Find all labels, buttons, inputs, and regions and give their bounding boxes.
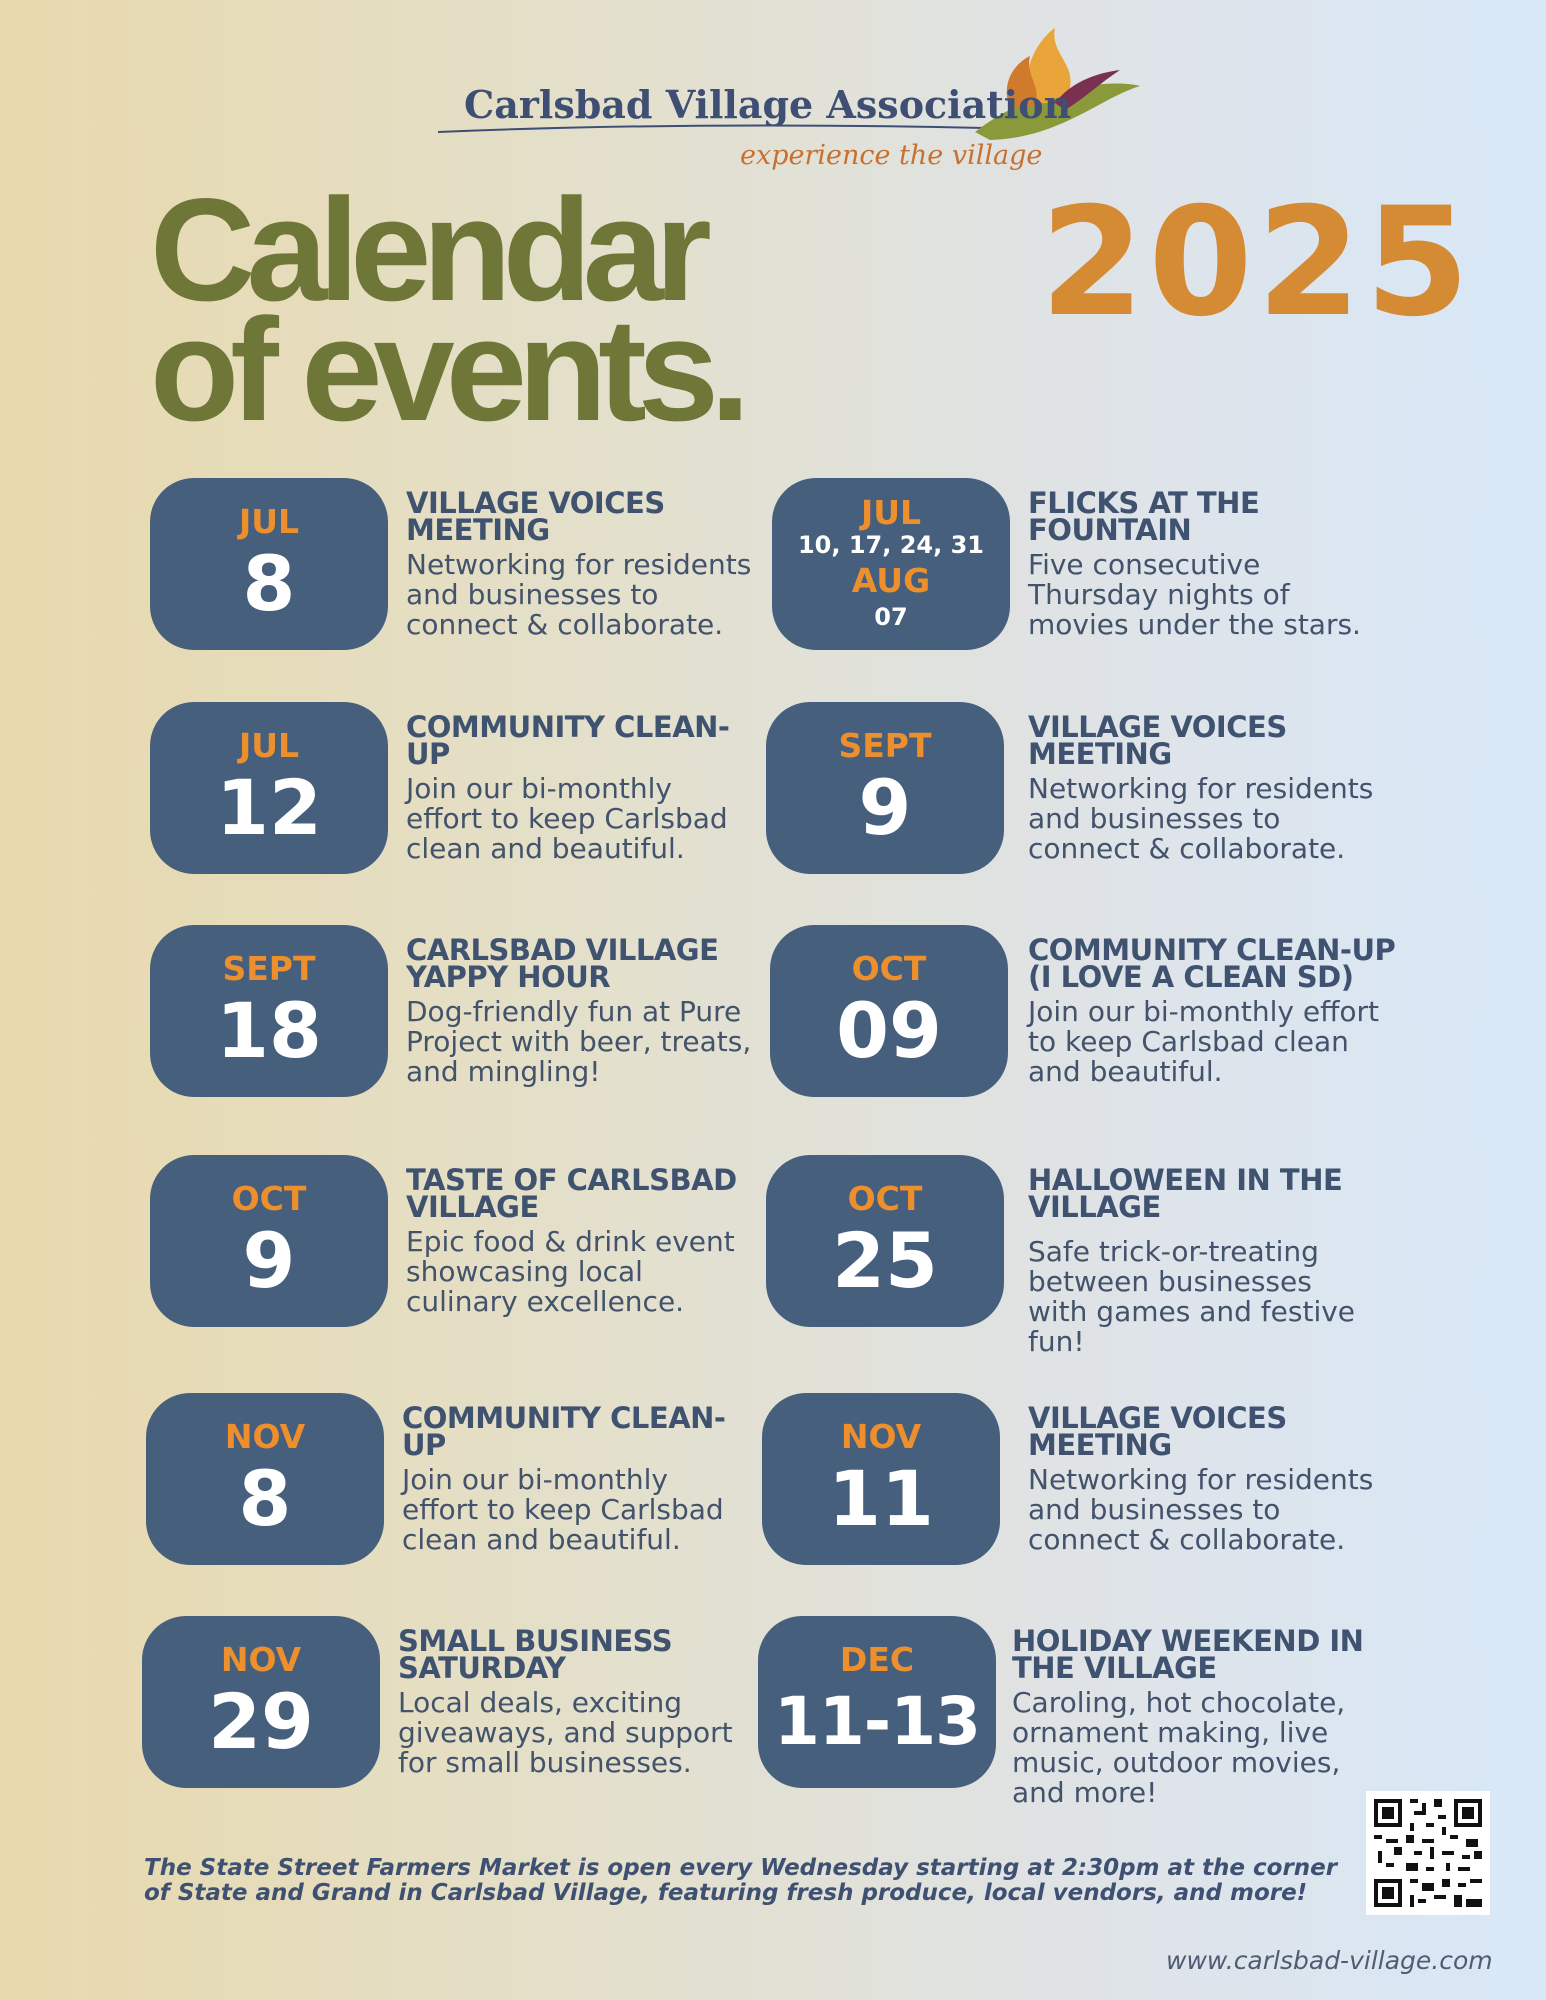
title-line-1: Calendar xyxy=(150,168,703,331)
event-month: NOV xyxy=(840,1417,922,1456)
event-month: NOV xyxy=(220,1640,302,1679)
event-title: HALLOWEEN IN THE VILLAGE xyxy=(1028,1163,1343,1224)
date-box xyxy=(142,1616,380,1788)
event-day: 11-13 xyxy=(773,1683,981,1760)
event-month: OCT xyxy=(851,949,927,988)
event-title: VILLAGE VOICES MEETING xyxy=(1028,1401,1287,1462)
event-info xyxy=(402,1401,752,1556)
event-title: FLICKS AT THE FOUNTAIN xyxy=(1028,486,1260,547)
farmers-market-note: The State Street Farmers Market is open every Wednesday starting at 2:30pm at the corner of State and Grand in Carlsbad Village, featuring fresh produce, local vendors, and more! xyxy=(144,1855,1338,1906)
event-description: Join our bi-monthly effort to keep Carlsbad clean and beautiful. xyxy=(402,1463,724,1556)
date-box xyxy=(762,1393,1000,1565)
event-day: 11 xyxy=(828,1454,934,1543)
event-info xyxy=(1028,710,1378,865)
event-day: 9 xyxy=(858,763,912,852)
event-month: JUL xyxy=(238,726,300,765)
event-month: JUL xyxy=(238,502,300,541)
logo xyxy=(430,28,1150,178)
event-month: OCT xyxy=(847,1179,923,1218)
event-info xyxy=(1028,486,1378,641)
event-day: 9 xyxy=(242,1216,296,1305)
event-day: 8 xyxy=(238,1454,292,1543)
event-month: SEPT xyxy=(838,726,932,765)
date-box xyxy=(150,478,388,650)
org-name: Carlsbad Village Association xyxy=(464,82,1072,127)
event-day: 8 xyxy=(242,539,296,628)
title-line-2: of events. xyxy=(150,288,742,451)
event-month: OCT xyxy=(231,1179,307,1218)
tagline: experience the village xyxy=(740,140,1043,171)
event-description: Caroling, hot chocolate, ornament making, live music, outdoor movies, and more! xyxy=(1012,1686,1346,1809)
date-box xyxy=(150,702,388,874)
event-description: Join our bi-monthly effort to keep Carlsbad clean and beautiful. xyxy=(1028,995,1380,1088)
event-month: SEPT xyxy=(222,949,316,988)
date-box xyxy=(770,925,1008,1097)
date-box xyxy=(758,1616,996,1788)
event-description: Join our bi-monthly effort to keep Carlsbad clean and beautiful. xyxy=(406,772,728,865)
event-description: Five consecutive Thursday nights of movies under the stars. xyxy=(1028,548,1361,641)
event-info xyxy=(406,486,756,641)
event-description: Networking for residents and businesses to connect & collaborate. xyxy=(406,548,752,641)
event-month-2: AUG xyxy=(851,561,931,600)
event-title: HOLIDAY WEEKEND IN THE VILLAGE xyxy=(1012,1624,1364,1685)
event-title: SMALL BUSINESS SATURDAY xyxy=(398,1624,673,1685)
event-title: VILLAGE VOICES MEETING xyxy=(406,486,665,547)
event-day: 29 xyxy=(208,1677,314,1766)
date-box xyxy=(150,1155,388,1327)
event-month: DEC xyxy=(839,1640,915,1679)
event-description: Epic food & drink event showcasing local culinary excellence. xyxy=(406,1225,735,1318)
event-title: CARLSBAD VILLAGE YAPPY HOUR xyxy=(406,933,719,994)
event-info xyxy=(406,710,756,865)
event-days: 10, 17, 24, 31 xyxy=(797,531,984,559)
event-description: Networking for residents and businesses to connect & collaborate. xyxy=(1028,772,1374,865)
event-description: Dog-friendly fun at Pure Project with beer, treats, and mingling! xyxy=(406,995,752,1088)
qr-code-icon[interactable] xyxy=(1366,1791,1490,1915)
date-box xyxy=(766,702,1004,874)
date-box xyxy=(150,925,388,1097)
event-title: COMMUNITY CLEAN-UP xyxy=(402,1401,726,1462)
event-day: 25 xyxy=(832,1216,938,1305)
event-info xyxy=(1012,1624,1382,1809)
event-month: JUL xyxy=(860,493,922,532)
event-info xyxy=(406,933,756,1088)
event-description: Safe trick-or-treating between businesses with games and festive fun! xyxy=(1028,1235,1356,1358)
event-info xyxy=(1028,933,1398,1088)
event-title: COMMUNITY CLEAN-UP (I LOVE A CLEAN SD) xyxy=(1028,933,1396,994)
date-box xyxy=(772,478,1010,650)
event-info xyxy=(1028,1163,1378,1358)
event-day: 09 xyxy=(836,986,942,1075)
event-title: COMMUNITY CLEAN-UP xyxy=(406,710,730,771)
event-title: TASTE OF CARLSBAD VILLAGE xyxy=(406,1163,737,1224)
event-day: 12 xyxy=(216,763,322,852)
website-link[interactable]: www.carlsbad-village.com xyxy=(1166,1946,1493,1975)
event-title: VILLAGE VOICES MEETING xyxy=(1028,710,1287,771)
year: 2025 xyxy=(1040,176,1474,350)
event-info xyxy=(398,1624,748,1779)
event-description: Local deals, exciting giveaways, and support for small businesses. xyxy=(398,1686,733,1779)
event-month: NOV xyxy=(224,1417,306,1456)
date-box xyxy=(146,1393,384,1565)
date-box xyxy=(766,1155,1004,1327)
event-info xyxy=(1028,1401,1378,1556)
event-day: 18 xyxy=(216,986,322,1075)
event-day-2: 07 xyxy=(874,603,908,631)
event-info xyxy=(406,1163,756,1318)
event-description: Networking for residents and businesses to connect & collaborate. xyxy=(1028,1463,1374,1556)
page-title xyxy=(150,168,742,451)
